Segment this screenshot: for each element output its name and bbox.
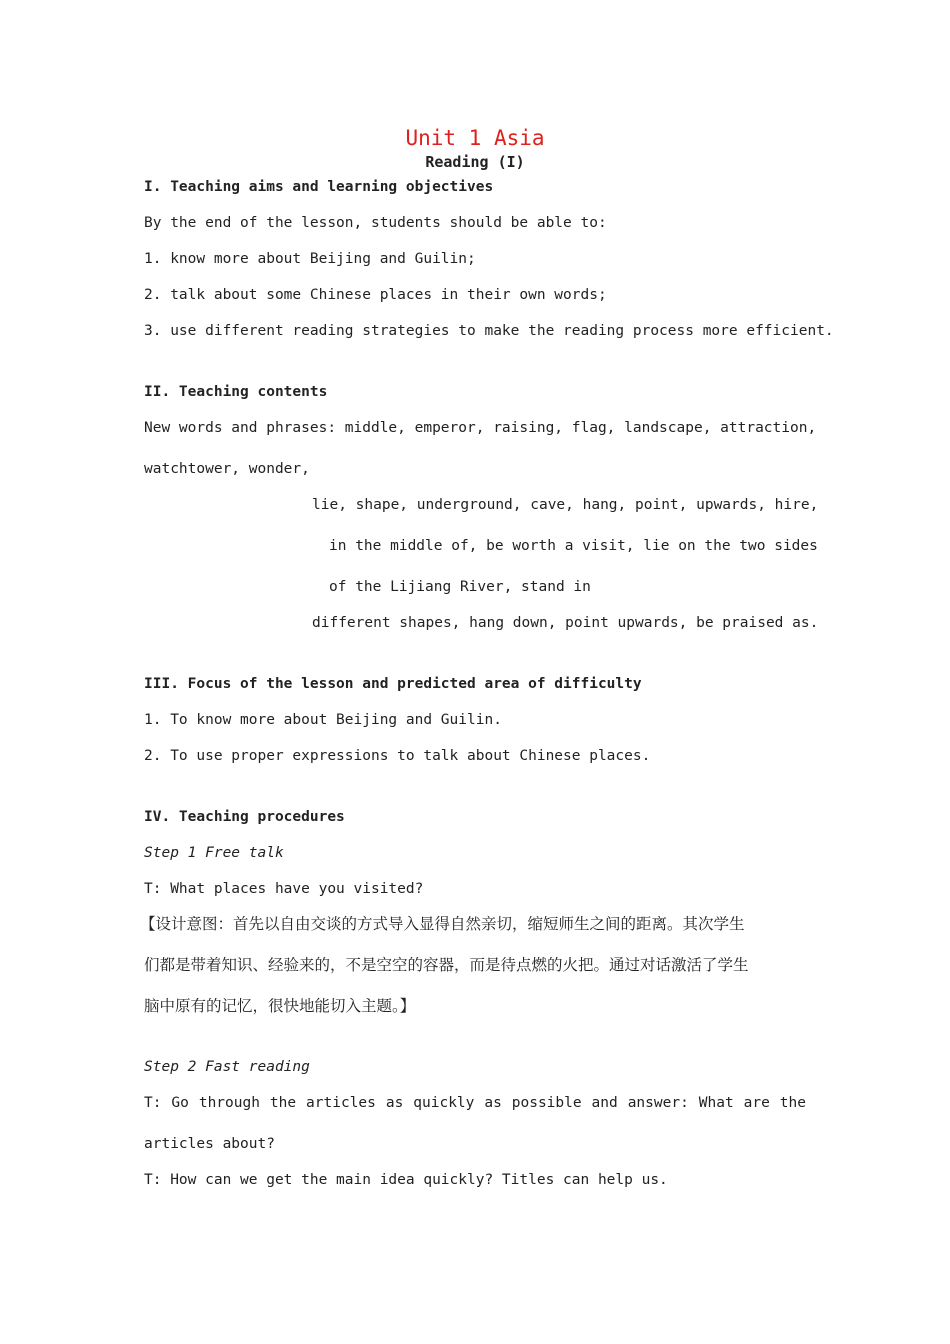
- step-1-note-line-2: 们都是带着知识、经验来的，不是空空的容器，而是待点燃的火把。通过对话激活了学生: [144, 956, 749, 974]
- step-2-question-2: T: How can we get the main idea quickly? Titles can help us.: [144, 1172, 668, 1188]
- aims-item-1: 1. know more about Beijing and Guilin;: [144, 251, 476, 267]
- contents-line-1: New words and phrases: middle, emperor, raising, flag, landscape, attraction,: [144, 420, 817, 436]
- step-2-title: Step 2 Fast reading: [144, 1059, 310, 1075]
- page-title: Unit 1 Asia: [405, 126, 545, 150]
- step-1-note-line-3: 脑中原有的记忆，很快地能切入主题。】: [144, 997, 416, 1015]
- aims-item-2: 2. talk about some Chinese places in their own words;: [144, 287, 607, 303]
- contents-line-5: of the Lijiang River, stand in: [329, 579, 591, 595]
- contents-line-6: different shapes, hang down, point upwards, be praised as.: [312, 615, 819, 631]
- section-heading-contents: II. Teaching contents: [144, 384, 328, 400]
- section-heading-procedures: IV. Teaching procedures: [144, 809, 345, 825]
- step-1-note-line-1: 【设计意图：首先以自由交谈的方式导入显得自然亲切，缩短师生之间的距离。其次学生: [140, 915, 745, 933]
- contents-line-3: lie, shape, underground, cave, hang, point, upwards, hire,: [312, 497, 819, 513]
- step-1-question: T: What places have you visited?: [144, 881, 424, 897]
- contents-line-4: in the middle of, be worth a visit, lie on the two sides: [329, 538, 818, 554]
- step-2-question-line-1: T: Go through the articles as quickly as possible and answer: What are the: [144, 1095, 806, 1111]
- step-1-title: Step 1 Free talk: [144, 845, 284, 861]
- section-heading-aims: I. Teaching aims and learning objectives: [144, 179, 494, 195]
- focus-item-2: 2. To use proper expressions to talk about Chinese places.: [144, 748, 651, 764]
- step-2-question-line-2: articles about?: [144, 1136, 275, 1152]
- page-subtitle: Reading (I): [425, 153, 525, 171]
- aims-item-3: 3. use different reading strategies to make the reading process more efficient.: [144, 323, 834, 339]
- focus-item-1: 1. To know more about Beijing and Guilin.: [144, 712, 502, 728]
- aims-intro: By the end of the lesson, students should be able to:: [144, 215, 607, 231]
- section-heading-focus: III. Focus of the lesson and predicted area of difficulty: [144, 676, 642, 692]
- contents-line-2: watchtower, wonder,: [144, 461, 310, 477]
